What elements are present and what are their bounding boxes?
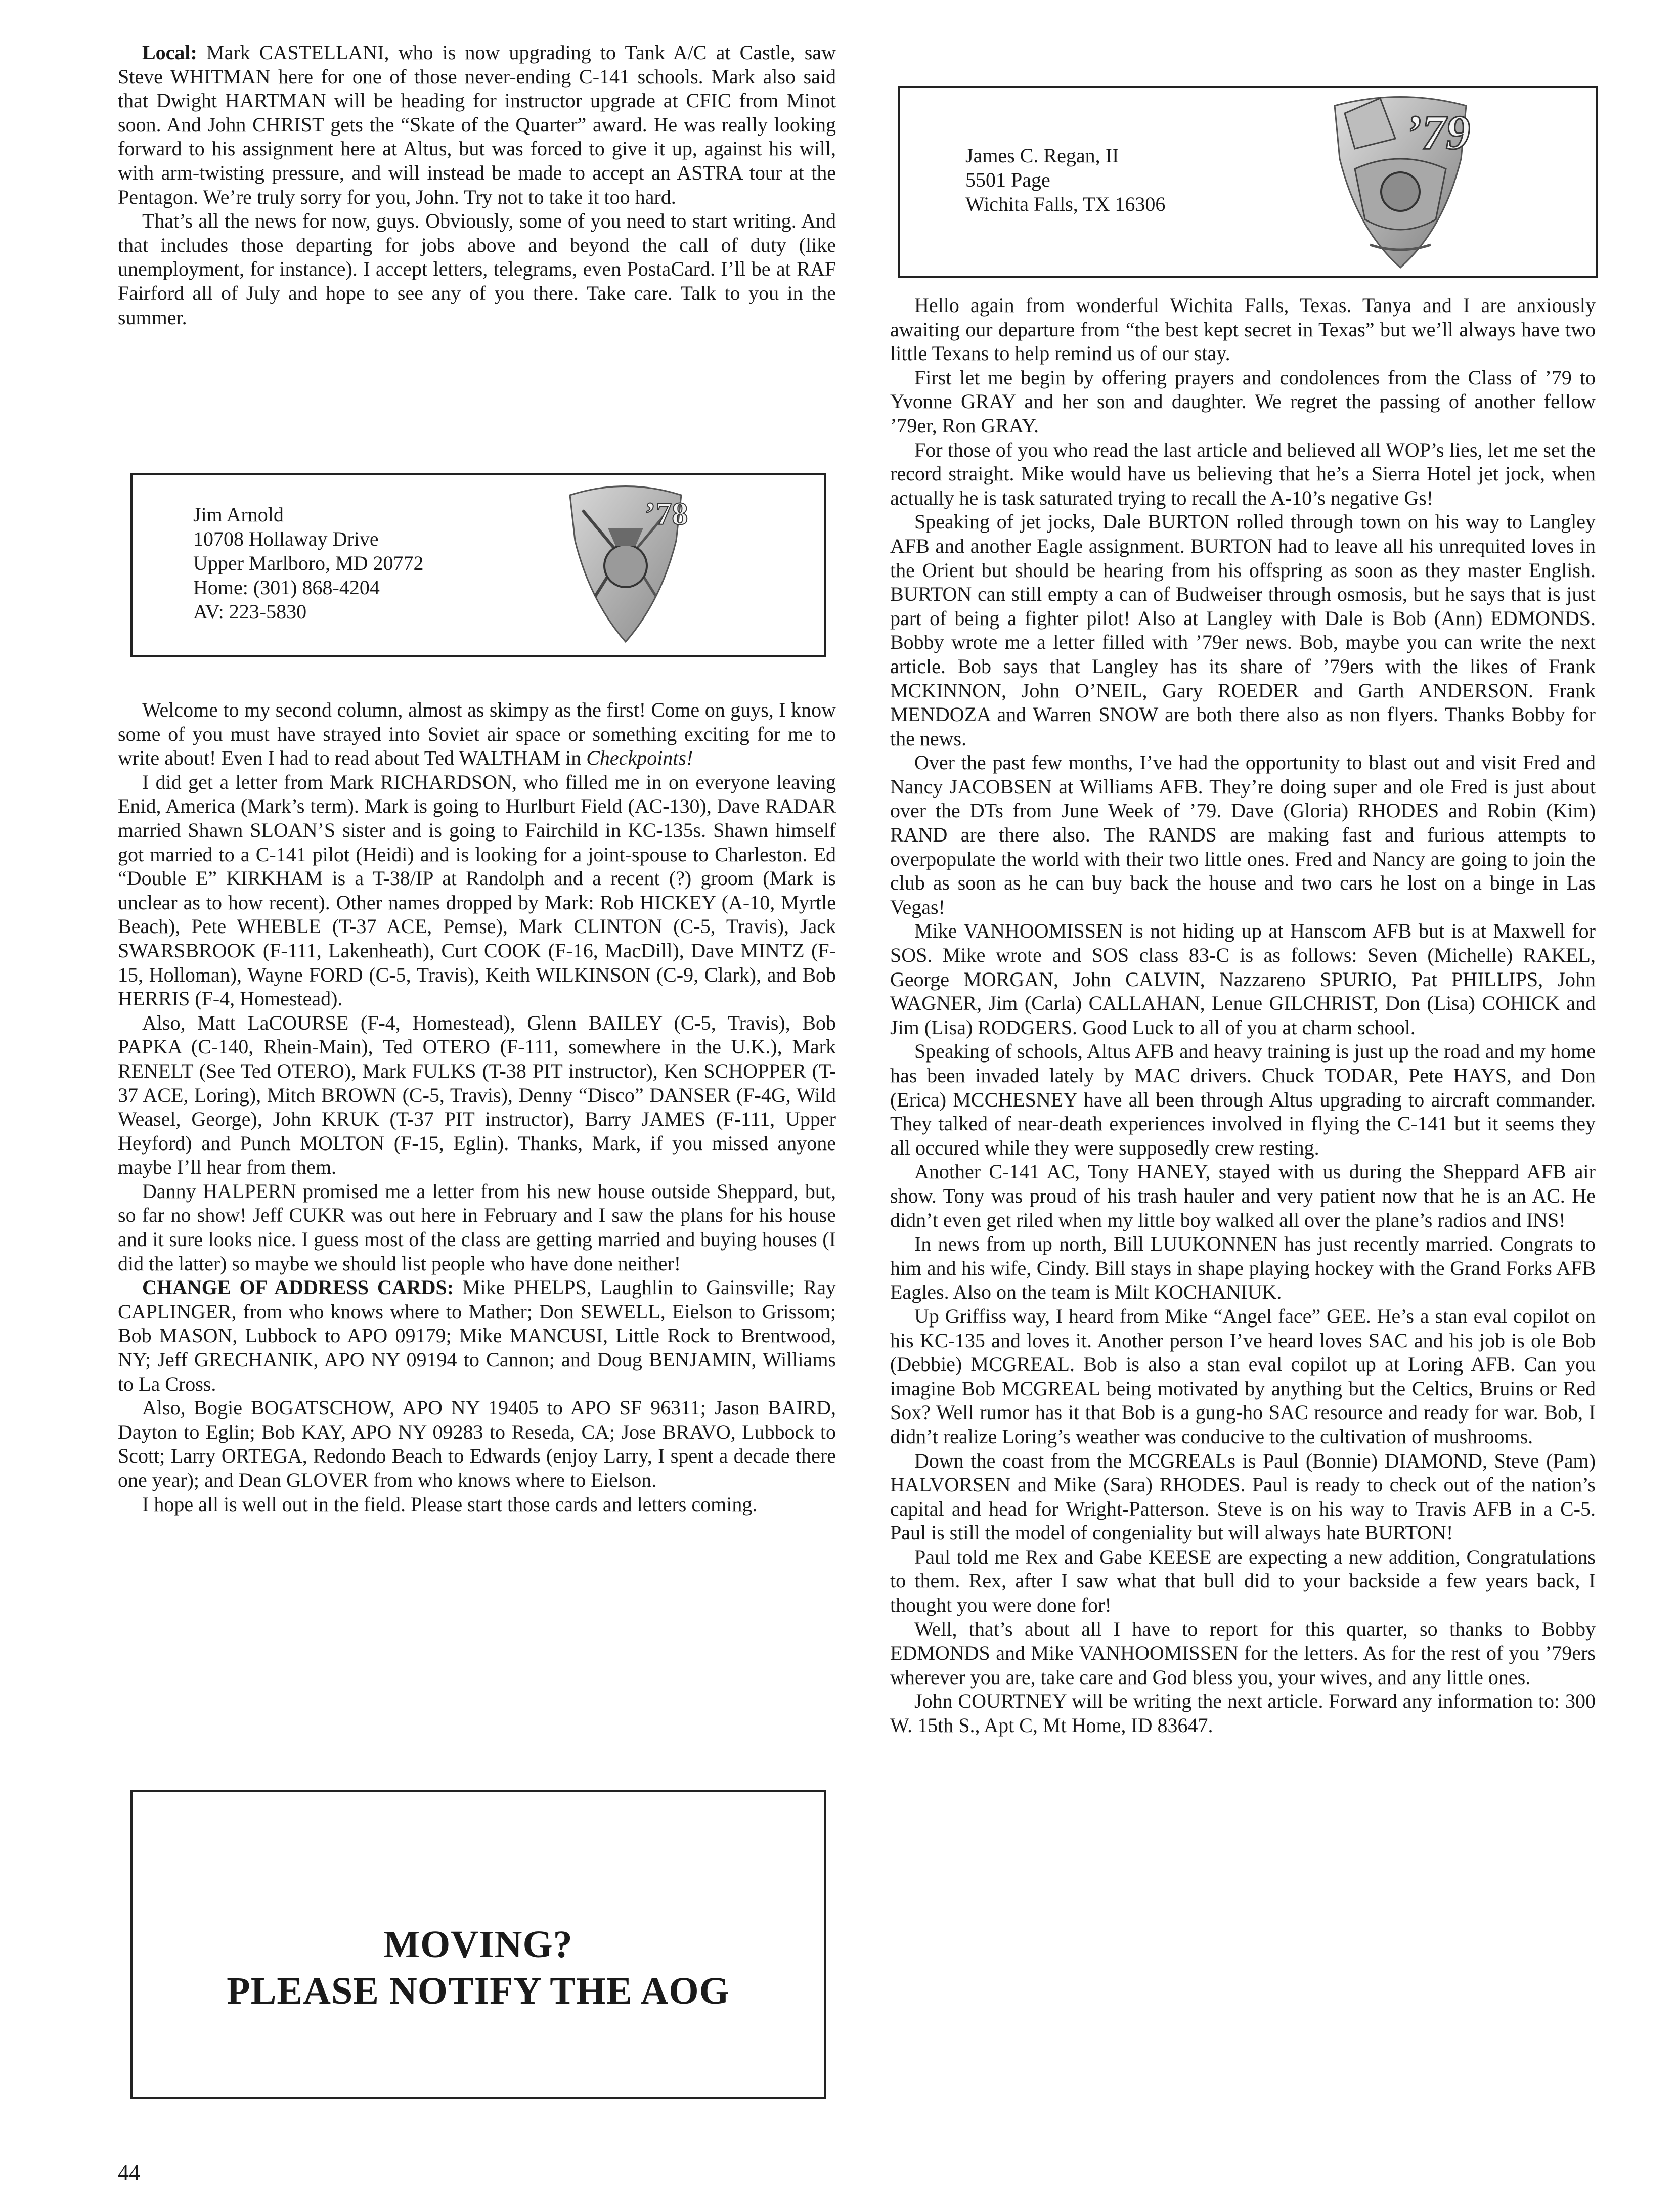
page-number: 44 <box>118 2160 140 2185</box>
moving-notice-box <box>130 1790 826 2099</box>
checkpoints-title: Checkpoints! <box>586 746 693 770</box>
crest-year-78: ’78 <box>645 496 688 532</box>
column-paragraph: Another C-141 AC, Tony HANEY, stayed with us during the Sheppard AFB air show. Tony was proud of his trash hauler and very patient now that he is an AC. He didn’t even get riled when my little boy walked all over the plane’s radios and INS! <box>890 1160 1596 1231</box>
column-paragraph: Mike VANHOOMISSEN is not hiding up at Hanscom AFB but is at Maxwell for SOS. Mike wrote and SOS class 83-C is as follows: Seven (Michelle) RAKEL, George MORGAN, John CALVIN, Nazzareno SPURIO, Pat PHILLIPS, John WAGNER, Jim (Carla) CALLAHAN, Lenue GILCHRIST, Don (Lisa) COHICK and Jim (Lisa) RODGERS. Good Luck to all of you at charm school. <box>890 919 1596 1039</box>
correspondent-name: Jim Arnold <box>193 503 284 526</box>
correspondent-city: Upper Marlboro, MD 20772 <box>193 552 424 574</box>
closing-paragraph: That’s all the news for now, guys. Obviously, some of you need to start writing. And that includes those departing for jobs above and beyond the call of duty (like unemployment, for instance). I accept letters, telegrams, even PostaCard. I’ll be at RAF Fairford all of July and hope to see any of you there. Take care. Talk to you in the summer. <box>118 209 836 329</box>
column-paragraph: Paul told me Rex and Gabe KEESE are expecting a new addition, Congratulations to them. Rex, after I saw what that bull did to your backside a few years back, I thought you were done for! <box>890 1545 1596 1617</box>
column-paragraph: Over the past few months, I’ve had the opportunity to blast out and visit Fred and Nancy JACOBSEN at Williams AFB. They’re doing super and ole Fred is just about over the DTs from June Week of ’79. Dave (Gloria) RHODES and Robin (Kim) RAND are there also. The RANDS are making fast and furious attempts to overpopulate the world with their two little ones. Fred and Nancy are going to join the club as soon as he can buy back the house and two cars he lost on a binge in Las Vegas! <box>890 751 1596 918</box>
column-paragraph: Down the coast from the MCGREALs is Paul (Bonnie) DIAMOND, Steve (Pam) HALVORSEN and Mike (Sara) RHODES. Paul is ready to check out of the nation’s capital and head for Wright-Patterson. Steve is on his way to Travis AFB in a C-5. Paul is still the model of congeniality but will always hate BURTON! <box>890 1449 1596 1544</box>
crest-year-79: ’79 <box>1405 105 1470 159</box>
column-paragraph: In news from up north, Bill LUUKONNEN has just recently married. Congrats to him and his wife, Cindy. Bill stays in shape playing hockey with the Grand Forks AFB Eagles. Also on the team is Milt KOCHANIUK. <box>890 1232 1596 1304</box>
column-paragraph: I did get a letter from Mark RICHARDSON, who filled me in on everyone leaving Enid, America (Mark’s term). Mark is going to Hurlburt Field (AC-130), Dave RADAR married Shawn SLOAN’S sister and is going to Fairchild in KC-135s. Shawn himself got married to a C-141 pilot (Heidi) and is looking for a joint-spouse to Charleston. Ed “Double E” KIRKHAM is a T-38/IP at Randolph and a recent (?) groom (Mark is unclear as to how recent). Other names dropped by Mark: Rob HICKEY (A-10, Myrtle Beach), Pete WHEBLE (T-37 ACE, Pemse), Mark CLINTON (C-5, Travis), Jack SWARSBROOK (F-111, Lakenheath), Curt COOK (F-16, MacDill), Dave MINTZ (F-15, Holloman), Wayne FORD (C-5, Travis), Keith WILKINSON (C-9, Clark), and Bob HERRIS (F-4, Homestead). <box>118 770 836 1010</box>
column-paragraph: Speaking of jet jocks, Dale BURTON rolled through town on his way to Langley AFB and another Eagle assignment. BURTON had to leave all his unrequited loves in the Orient but should be hearing from his offspring as soon as they master English. BURTON can still empty a can of Budweiser through osmosis, but he says that is just part of being a fighter pilot! Also at Langley with Dale is Bob (Ann) EDMONDS. Bobby wrote me a letter filled with ’79er news. Bob, maybe you can write the next article. Bob says that Langley has its share of ’79ers with the likes of Frank MCKINNON, John O’NEIL, Gary ROEDER and Garth ANDERSON. Frank MENDOZA and Warren SNOW are both there also as non flyers. Thanks Bobby for the news. <box>890 510 1596 750</box>
column-paragraph: Also, Matt LaCOURSE (F-4, Homestead), Glenn BAILEY (C-5, Travis), Bob PAPKA (C-140, Rhein-Main), Ted OTERO (F-111, somewhere in the U.K.), Mark RENELT (See Ted OTERO), Mark FULKS (T-38 PIT instructor), Ken SCHOPPER (T-37 ACE, Loring), Mitch BROWN (C-5, Travis), Denny “Disco” DANSER (F-4G, Wild Weasel, George), John KRUK (T-37 PIT instructor), Barry JAMES (F-111, Upper Heyford) and Punch MOLTON (F-15, Eglin). Thanks, Mark, if you missed anyone maybe I’ll hear from them. <box>118 1011 836 1179</box>
correspondent-name: James C. Regan, II <box>965 144 1119 167</box>
column-paragraph: First let me begin by offering prayers and condolences from the Class of ’79 to Yvonne GRAY and her son and daughter. We regret the passing of another fellow ’79er, Ron GRAY. <box>890 366 1596 437</box>
column-paragraph: For those of you who read the last article and believed all WOP’s lies, let me set the record straight. Mike would have us believing that he’s a Sierra Hotel jet jock, when actually he is task saturated trying to recall the A-10’s negative Gs! <box>890 438 1596 509</box>
local-news-block <box>118 40 836 329</box>
column-paragraph: Also, Bogie BOGATSCHOW, APO NY 19405 to APO SF 96311; Jason BAIRD, Dayton to Eglin; Bob KAY, APO NY 09283 to Reseda, CA; Jose BRAVO, Lubbock to Scott; Larry ORTEGA, Redondo Beach to Edwards (enjoy Larry, I spent a decade there one year); and Dean GLOVER from who knows where to Eielson. <box>118 1396 836 1491</box>
moving-notice <box>133 1921 824 2014</box>
column-paragraph: Speaking of schools, Altus AFB and heavy training is just up the road and my home has been invaded lately by MAC drivers. Chuck TODAR, Pete HAYS, and Don (Erica) MCCHESNEY have all been through Altus upgrading to aircraft commander. They talked of near-death experiences involved in flying the C-141 but it seems they all occured while they were supposedly crew resting. <box>890 1040 1596 1159</box>
correspondent-av-phone: AV: 223-5830 <box>193 600 307 623</box>
class-crest-79-image <box>1325 93 1476 273</box>
local-news-paragraph: Local: Mark CASTELLANI, who is now upgrading to Tank A/C at Castle, saw Steve WHITMAN here for one of those never-ending C-141 schools. Mark also said that Dwight HARTMAN will be heading for instructor upgrade at CFIC from Minot soon. And John CHRIST gets the “Skate of the Quarter” award. He was really looking forward to his assignment here at Altus, but was forced to give it up, against his will, with arm-twisting pressure, and will instead be made to accept an ASTRA tour at the Pentagon. We’re truly sorry for you, John. Try not to take it too hard. <box>118 41 836 208</box>
column-paragraph: Up Griffiss way, I heard from Mike “Angel face” GEE. He’s a stan eval copilot on his KC-135 and loves it. Another person I’ve heard loves SAC and his job is ole Bob (Debbie) MCGREAL. Bob is also a stan eval copilot up at Loring AFB. Can you imagine Bob MCGREAL being motivated by anything but the Celtics, Bruins or Red Sox? Well rumor has it that Bob is a gung-ho SAC resource and ready for war. Bob, I didn’t realize Loring’s weather was conducive to the cultivation of mushrooms. <box>890 1304 1596 1448</box>
arnold-column <box>118 698 836 1516</box>
class-crest-78-image <box>560 480 691 647</box>
column-paragraph: Well, that’s about all I have to report for this quarter, so thanks to Bobby EDMONDS and Mike VANHOOMISSEN for the letters. As for the rest of you ’79ers wherever you are, take care and God bless you, your wives, and any little ones. <box>890 1617 1596 1689</box>
regan-column <box>890 293 1596 1738</box>
correspondent-home-phone: Home: (301) 868-4204 <box>193 576 380 599</box>
local-label: Local: <box>142 41 197 64</box>
column-paragraph: Hello again from wonderful Wichita Falls, Texas. Tanya and I are anxiously awaiting our departure from “the best kept secret in Texas” but we’ll always have two little Texans to help remind us of our stay. <box>890 294 1596 365</box>
column-paragraph: Danny HALPERN promised me a letter from his new house outside Sheppard, but, so far no show! Jeff CUKR was out here in February and I saw the plans for his house and it sure looks nice. I guess most of the class are getting married and buying houses (I did the latter) so maybe we should list people who have done neither! <box>118 1179 836 1275</box>
correspondent-city: Wichita Falls, TX 16306 <box>965 193 1166 215</box>
moving-notice-line1: MOVING? <box>383 1923 573 1966</box>
correspondent-address <box>193 503 424 624</box>
change-of-address-paragraph: CHANGE OF ADDRESS CARDS: Mike PHELPS, Laughlin to Gainsville; Ray CAPLINGER, from who knows where to Mather; Don SEWELL, Eielson to Grissom; Bob MASON, Lubbock to APO 09179; Mike MANCUSI, Little Rock to Brentwood, NY; Jeff GRECHANIK, APO NY 09194 to Cannon; and Doug BENJAMIN, Williams to La Cross. <box>118 1276 836 1395</box>
correspondent-box-78 <box>130 473 826 657</box>
column-paragraph: I hope all is well out in the field. Please start those cards and letters coming. <box>142 1492 758 1516</box>
correspondent-box-79 <box>898 86 1598 278</box>
moving-notice-line2: PLEASE NOTIFY THE AOG <box>227 1970 730 2012</box>
column-paragraph: John COURTNEY will be writing the next article. Forward any information to: 300 W. 15th S., Apt C, Mt Home, ID 83647. <box>890 1690 1596 1737</box>
correspondent-street: 5501 Page <box>965 168 1050 191</box>
column-paragraph: Welcome to my second column, almost as skimpy as the first! Come on guys, I know some of you must have strayed into Soviet air space or something exciting for me to write about! Even I had to read about Ted WALTHAM in Checkpoints! <box>118 698 836 770</box>
change-of-address-label: CHANGE OF ADDRESS CARDS: <box>142 1276 454 1299</box>
correspondent-street: 10708 Hollaway Drive <box>193 527 379 550</box>
correspondent-address <box>965 144 1165 216</box>
